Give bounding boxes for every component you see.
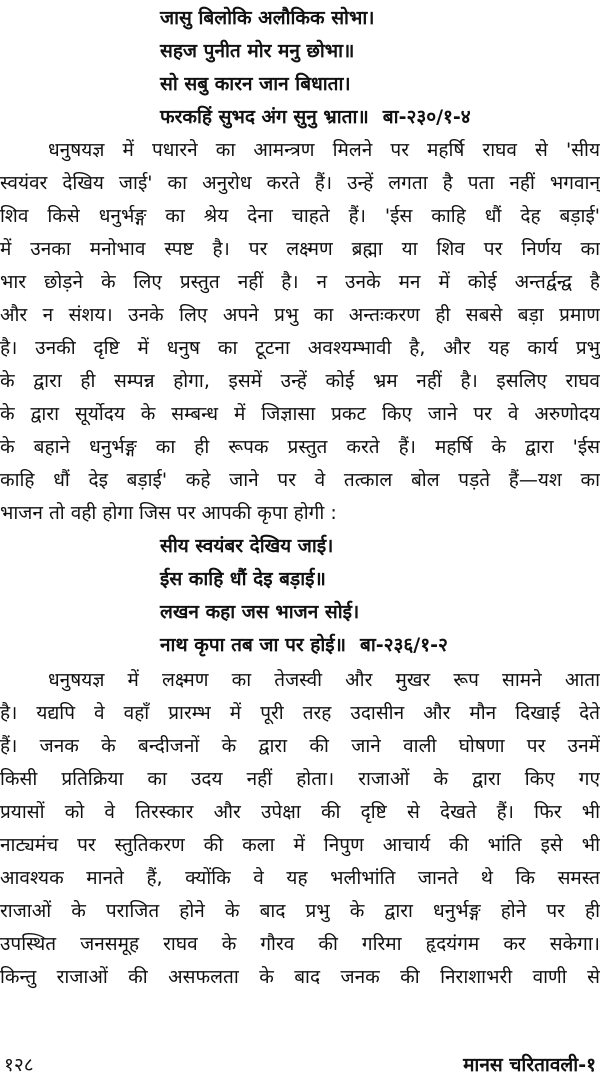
verse-line: जासु बिलोकि अलौकिक सोभा। xyxy=(160,7,375,29)
paragraph-1 xyxy=(0,134,600,530)
text-line: के द्वारा ही सम्पन्न होगा, इसमें उन्हें कोई भ्रम नहीं है। इसलिए राघव xyxy=(0,370,600,392)
page-number: १२८ xyxy=(4,1054,34,1076)
verse-block-1 xyxy=(160,2,471,134)
text-line: के बहाने धनुर्भङ्ग का ही रूपक प्रस्तुत करते हैं। महर्षि के द्वारा 'ईस xyxy=(0,436,600,458)
text-line: में उनका मनोभाव स्पष्ट है। पर लक्ष्मण ब्रह्मा या शिव पर निर्णय का xyxy=(0,238,600,260)
text-line: किन्तु राजाओं की असफलता के बाद जनक की निराशाभरी वाणी से xyxy=(0,966,600,988)
text-line: और न संशय। उनके लिए अपने प्रभु का अन्तःकरण ही सबसे बड़ा प्रमाण xyxy=(0,304,600,326)
text-line: है। उनकी दृष्टि में धनुष का टूटना अवश्यम्भावी है, और यह कार्य प्रभु xyxy=(0,337,600,359)
paragraph-2 xyxy=(0,664,600,994)
text-line: के द्वारा सूर्योदय के सम्बन्ध में जिज्ञासा प्रकट किए जाने पर वे अरुणोदय xyxy=(0,403,600,425)
text-line: किसी प्रतिक्रिया का उदय नहीं होता। राजाओं के द्वारा किए गए xyxy=(0,768,600,790)
text-line: उपस्थित जनसमूह राघव के गौरव की गरिमा हृदयंगम कर सकेगा। xyxy=(0,933,600,955)
text-line: भार छोड़ने के लिए प्रस्तुत नहीं है। न उनके मन में कोई अन्तर्द्वन्द्व है xyxy=(0,271,600,293)
verse-line xyxy=(160,101,471,134)
text-line: धनुषयज्ञ में पधारने का आमन्त्रण मिलने पर महर्षि राघव से 'सीय xyxy=(48,139,600,161)
verse-line: सो सबु कारन जान बिधाता। xyxy=(160,73,351,95)
verse-text: नाथ कृपा तब जा पर होई॥ xyxy=(160,634,346,656)
text-line: आवश्यक मानते हैं, क्योंकि वे यह भलीभांति जानते थे कि समस्त xyxy=(0,867,600,889)
verse-line: ईस काहि धौं देइ बड़ाई॥ xyxy=(160,568,326,590)
verse-line xyxy=(160,629,448,662)
text-line: भाजन तो वही होगा जिस पर आपकी कृपा होगी : xyxy=(0,502,337,524)
verse-reference: बा-२३६/१-२ xyxy=(359,634,448,656)
book-title: मानस चरितावली-१ xyxy=(463,1054,596,1076)
verse-line: सहज पुनीत मोर मनु छोभा॥ xyxy=(160,40,355,62)
text-line: धनुषयज्ञ में लक्ष्मण का तेजस्वी और मुखर रूप सामने आता xyxy=(48,669,600,691)
page-footer xyxy=(0,1050,600,1080)
text-line: है। यद्यपि वे वहाँ प्रारम्भ में पूरी तरह उदासीन और मौन दिखाई देते xyxy=(0,702,600,724)
text-line: काहि धौं देइ बड़ाई' कहे जाने पर वे तत्काल बोल पड़ते हैं—यश का xyxy=(0,469,600,491)
verse-reference: बा-२३०/१-४ xyxy=(382,106,471,128)
text-line: शिव किसे धनुर्भङ्ग का श्रेय देना चाहते हैं। 'ईस काहि धौं देह बड़ाई' xyxy=(0,205,600,227)
text-line: स्वयंवर देखिय जाई' का अनुरोध करते हैं। उन्हें लगता है पता नहीं भगवान् xyxy=(0,172,600,194)
verse-line: लखन कहा जस भाजन सोई। xyxy=(160,601,360,623)
verse-block-2 xyxy=(160,530,448,662)
verse-line: सीय स्वयंबर देखिय जाई। xyxy=(160,535,334,557)
text-line: राजाओं के पराजित होने के बाद प्रभु के द्वारा धनुर्भङ्ग होने पर ही xyxy=(0,900,600,922)
text-line: नाट्यमंच पर स्तुतिकरण की कला में निपुण आचार्य की भांति इसे भी xyxy=(0,834,600,856)
text-line: प्रयासों को वे तिरस्कार और उपेक्षा की दृष्टि से देखते हैं। फिर भी xyxy=(0,801,600,823)
text-line: हैं। जनक के बन्दीजनों के द्वारा की जाने वाली घोषणा पर उनमें xyxy=(0,735,600,757)
verse-text: फरकहिं सुभद अंग सुनु भ्राता॥ xyxy=(160,106,369,128)
